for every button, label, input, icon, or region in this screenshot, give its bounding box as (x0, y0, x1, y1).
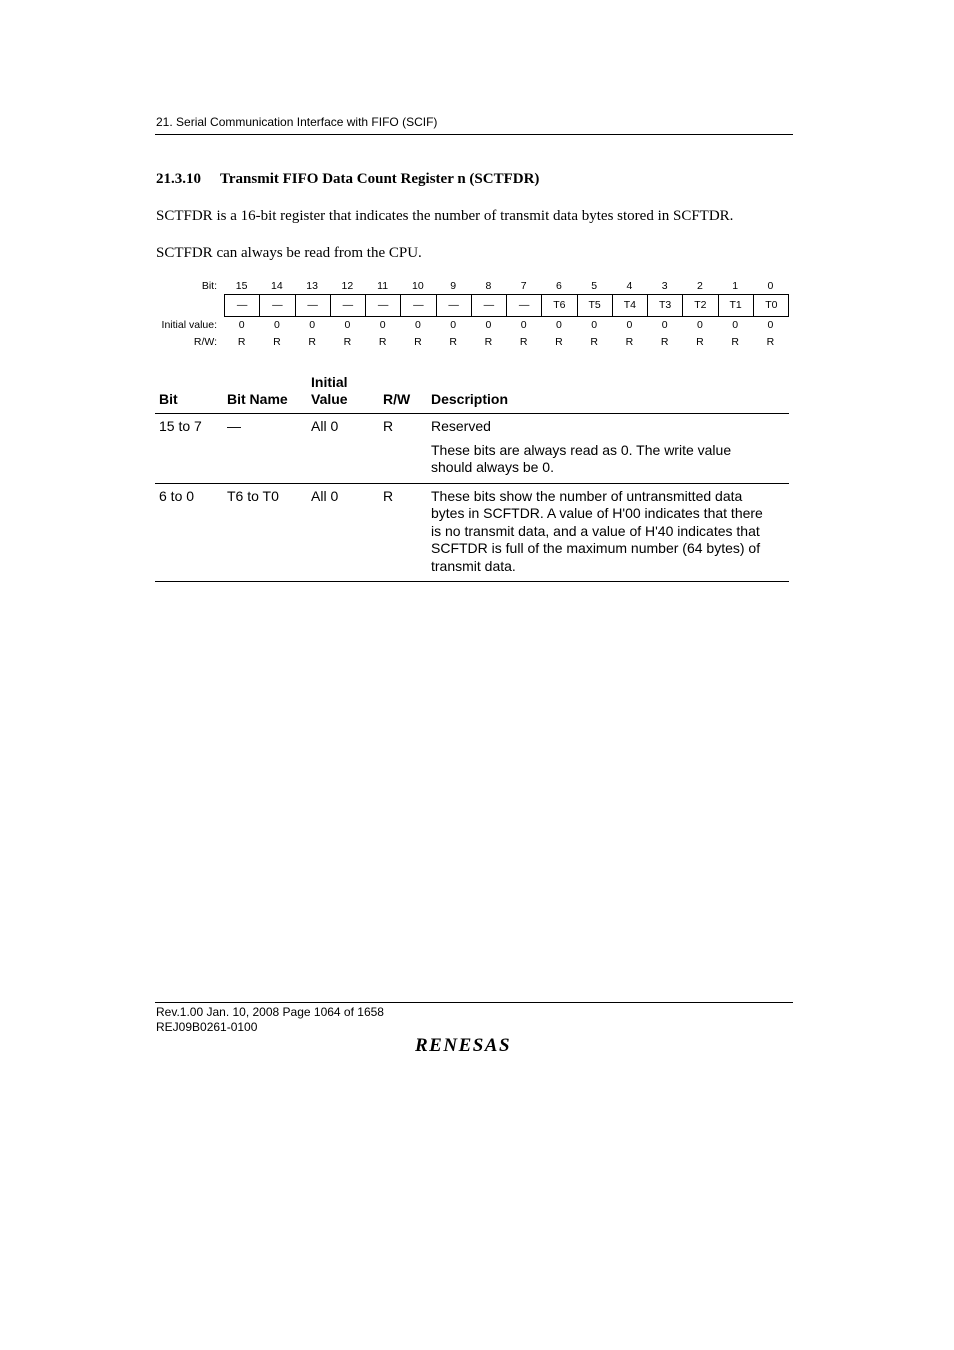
rw-value: R (660, 336, 669, 348)
description-line: is no transmit data, and a value of H'40 indicates that (431, 522, 760, 539)
cell-bit-name: T6 to T0 (227, 487, 279, 504)
rw-row (224, 336, 788, 348)
bit-name-cell: T4 (613, 295, 648, 316)
description-line: These bits show the number of untransmitted data (431, 487, 743, 504)
bit-description-table (155, 372, 789, 582)
rw-value: R (590, 336, 598, 348)
bit-number: 6 (555, 280, 562, 292)
bit-number: 13 (306, 280, 318, 292)
initial-value: 0 (379, 319, 386, 331)
description-line: These bits are always read as 0. The write value (431, 441, 732, 458)
header-initial-line1: Initial (311, 374, 348, 390)
bit-row-label: Bit: (201, 280, 217, 292)
description-line: should always be 0. (431, 459, 554, 475)
header-rw: R/W (383, 391, 411, 407)
initial-value: 0 (555, 319, 562, 331)
header-initial-value (307, 372, 379, 414)
bit-name-cell: T6 (542, 295, 577, 316)
initial-value: 0 (591, 319, 598, 331)
bit-name-cell: — (366, 295, 401, 316)
footer-divider (155, 1002, 793, 1003)
cell-description (427, 483, 789, 582)
initial-value: 0 (767, 319, 774, 331)
section-title (156, 171, 539, 188)
bit-number: 1 (732, 280, 739, 292)
initial-value: 0 (520, 319, 527, 331)
initial-value-label: Initial value: (161, 319, 217, 331)
description-line: bytes in SCFTDR. A value of H'00 indicates that there (431, 505, 763, 521)
bit-number: 0 (767, 280, 774, 292)
cell-bit: 6 to 0 (159, 487, 195, 504)
bit-name-cell: — (401, 295, 436, 316)
bit-number: 2 (696, 280, 703, 292)
header-bit: Bit (159, 391, 178, 407)
bit-name-boxes (224, 294, 789, 317)
logo-text: RENESAS (415, 1035, 512, 1056)
initial-value: 0 (696, 319, 703, 331)
rw-value: R (343, 336, 352, 348)
cell-rw: R (383, 418, 394, 434)
bit-name-cell: — (260, 295, 295, 316)
header-divider (155, 134, 793, 135)
bit-name-cell: T5 (578, 295, 613, 316)
initial-value-row (224, 319, 788, 331)
rw-value: R (625, 336, 634, 348)
bit-name-cell: — (331, 295, 366, 316)
bit-number: 12 (341, 280, 354, 292)
initial-value: 0 (661, 319, 668, 331)
initial-value: 0 (344, 319, 351, 331)
bit-name-cell: T1 (719, 295, 754, 316)
cell-initial: All 0 (311, 418, 339, 434)
section-number: 21.3.10 (156, 171, 201, 187)
paragraph-register-purpose: SCTFDR is a 16-bit register that indicates the number of transmit data bytes stored in SCFTDR. (156, 208, 734, 224)
initial-value: 0 (414, 319, 421, 331)
initial-value: 0 (273, 319, 280, 331)
bit-name-cell: T2 (683, 295, 718, 316)
bit-number: 9 (450, 280, 457, 292)
rw-value: R (273, 336, 281, 348)
section-title-text: Transmit FIFO Data Count Register n (SCTFDR) (220, 171, 540, 187)
bit-number-row (224, 280, 788, 292)
cell-description (427, 414, 789, 484)
initial-value: 0 (626, 319, 633, 331)
initial-value: 0 (732, 319, 739, 331)
bit-number: 11 (377, 280, 389, 292)
description-line: transmit data. (431, 557, 516, 574)
description-title: Reserved (431, 418, 491, 434)
bit-number: 4 (626, 280, 633, 292)
rw-value: R (484, 336, 493, 348)
bit-name-cell: — (296, 295, 331, 316)
bit-number: 8 (485, 280, 492, 292)
bit-number: 7 (520, 280, 527, 292)
rw-value: R (519, 336, 528, 348)
cell-rw: R (383, 487, 394, 504)
rw-value: R (731, 336, 739, 348)
bit-name-cell: — (472, 295, 507, 316)
initial-value: 0 (309, 319, 316, 331)
rw-value: R (308, 336, 316, 348)
bit-name-cell: T0 (765, 299, 778, 311)
rw-value: R (414, 336, 422, 348)
table-row (155, 483, 789, 582)
description-line: SCFTDR is full of the maximum number (64 bytes) of (431, 540, 761, 556)
initial-value: 0 (450, 319, 457, 331)
table-header-row (155, 372, 789, 414)
footer-document-number: REJ09B0261-0100 (156, 1020, 258, 1034)
table-row (155, 414, 789, 484)
rw-value: R (237, 336, 246, 348)
initial-value: 0 (238, 319, 245, 331)
bit-number: 14 (271, 280, 283, 292)
rw-value: R (378, 336, 387, 348)
rw-value: R (696, 336, 704, 348)
rw-value: R (766, 336, 775, 348)
bit-name-cell: — (437, 295, 472, 316)
header-initial-line2: Value (311, 391, 348, 407)
bit-name-cell: T3 (648, 295, 683, 316)
paragraph-register-access: SCTFDR can always be read from the CPU. (156, 245, 422, 261)
bit-number: 3 (661, 280, 668, 292)
header-description: Description (431, 391, 509, 407)
bit-number: 10 (412, 280, 424, 292)
cell-bit: 15 to 7 (159, 418, 202, 434)
rw-value: R (555, 336, 563, 348)
rw-value: R (449, 336, 457, 348)
cell-bit-name: — (227, 418, 241, 434)
page-header: 21. Serial Communication Interface with FIFO (SCIF) (156, 115, 438, 129)
header-bit-name: Bit Name (227, 391, 288, 407)
renesas-logo (413, 1034, 535, 1061)
bit-number: 15 (235, 280, 248, 292)
renesas-logo-mark (413, 1034, 535, 1056)
rw-label: R/W: (193, 336, 217, 348)
initial-value: 0 (485, 319, 492, 331)
cell-initial: All 0 (311, 487, 339, 504)
footer-revision: Rev.1.00 Jan. 10, 2008 Page 1064 of 1658 (156, 1005, 384, 1019)
bit-name-cell: — (507, 295, 542, 316)
bit-number: 5 (591, 280, 598, 292)
bit-name-cell: — (225, 295, 260, 316)
